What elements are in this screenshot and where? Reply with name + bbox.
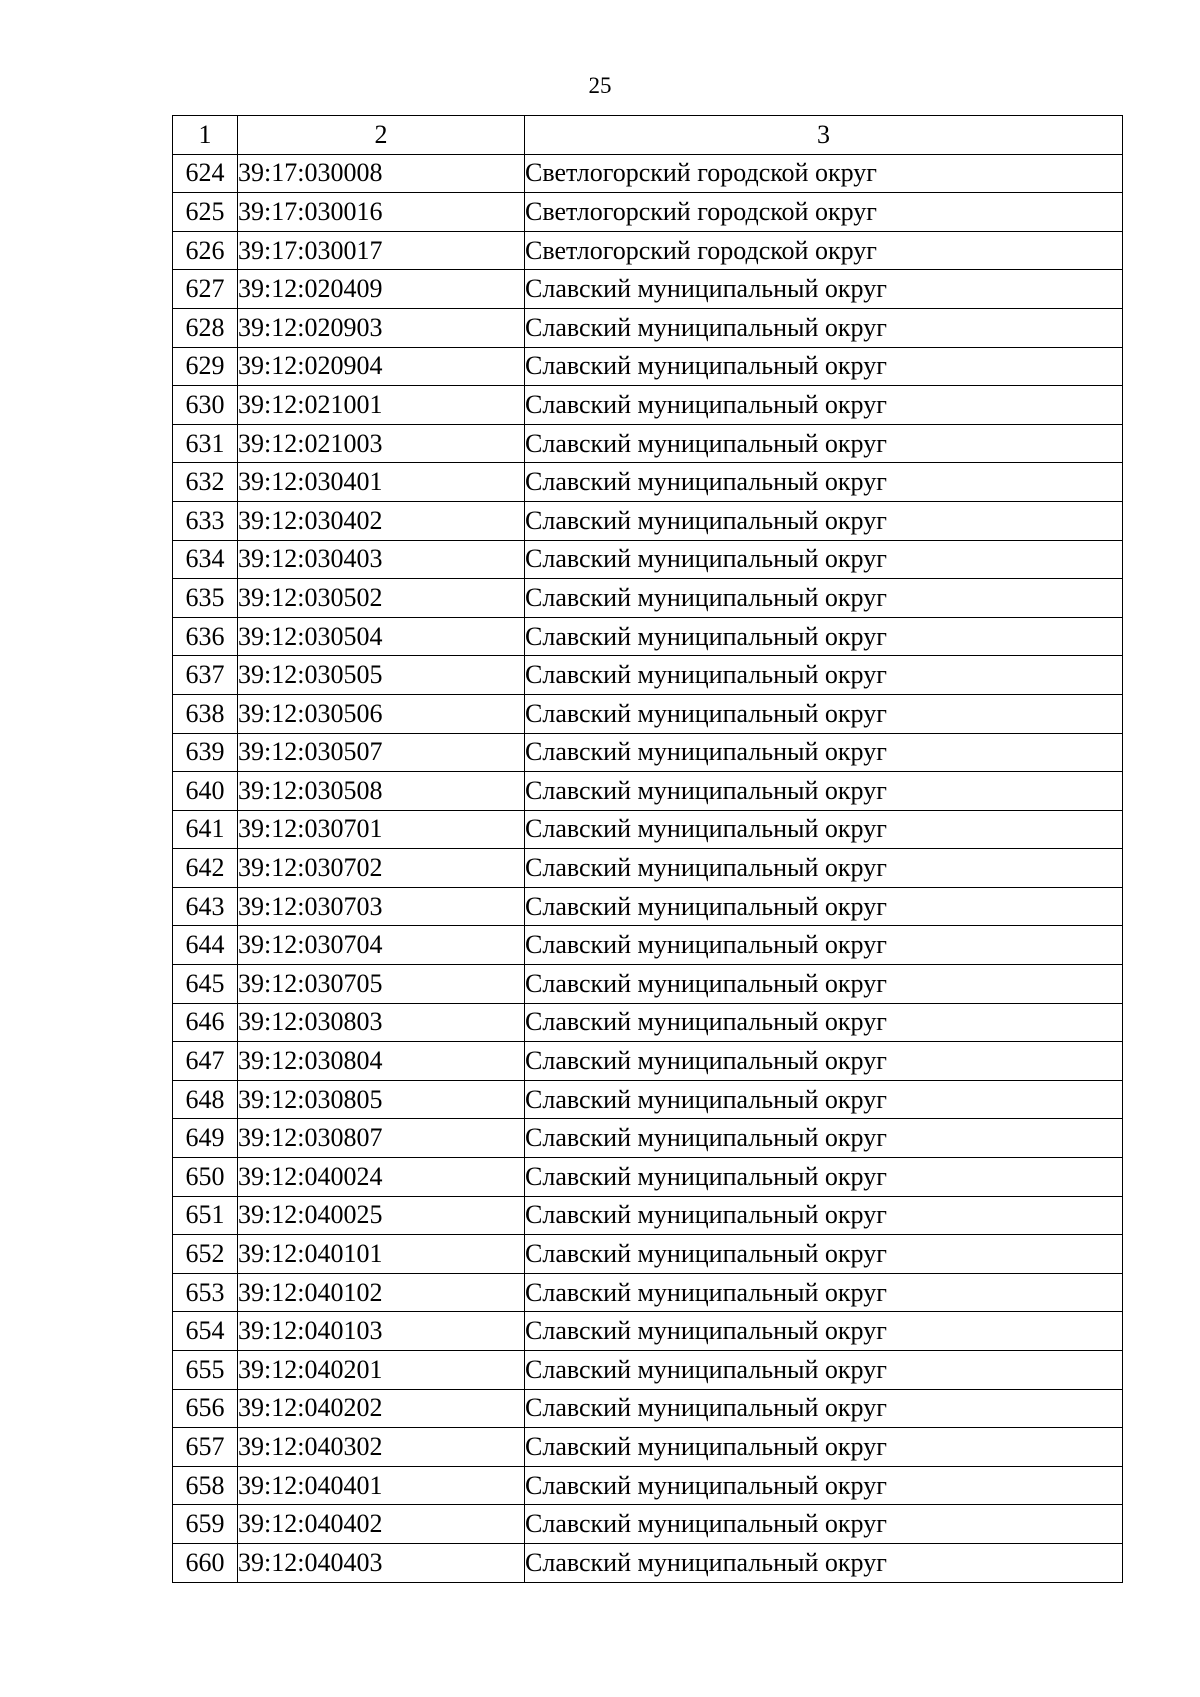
row-number: 643 [173, 887, 238, 926]
table-row [173, 1351, 1123, 1390]
row-number: 646 [173, 1003, 238, 1042]
cadastral-code: 39:12:021003 [238, 424, 525, 463]
row-number: 652 [173, 1235, 238, 1274]
district-name: Славский муниципальный округ [525, 1428, 1123, 1467]
district-name: Славский муниципальный округ [525, 772, 1123, 811]
district-name: Славский муниципальный округ [525, 1389, 1123, 1428]
cadastral-code: 39:12:040403 [238, 1543, 525, 1582]
row-number: 629 [173, 347, 238, 386]
cadastral-code: 39:12:040201 [238, 1351, 525, 1390]
row-number: 630 [173, 386, 238, 425]
district-name: Славский муниципальный округ [525, 1158, 1123, 1197]
row-number: 660 [173, 1543, 238, 1582]
district-name: Светлогорский городской округ [525, 231, 1123, 270]
district-name: Славский муниципальный округ [525, 656, 1123, 695]
row-number: 658 [173, 1466, 238, 1505]
table-row [173, 1119, 1123, 1158]
district-name: Славский муниципальный округ [525, 1505, 1123, 1544]
district-name: Светлогорский городской округ [525, 154, 1123, 193]
cadastral-code: 39:12:030701 [238, 810, 525, 849]
district-name: Славский муниципальный округ [525, 1196, 1123, 1235]
table-row [173, 733, 1123, 772]
district-name: Славский муниципальный округ [525, 849, 1123, 888]
row-number: 640 [173, 772, 238, 811]
table-row [173, 579, 1123, 618]
cadastral-code: 39:12:020904 [238, 347, 525, 386]
table-row [173, 926, 1123, 965]
table-row [173, 1428, 1123, 1467]
row-number: 649 [173, 1119, 238, 1158]
row-number: 624 [173, 154, 238, 193]
cadastral-code: 39:12:040102 [238, 1273, 525, 1312]
district-name: Славский муниципальный округ [525, 887, 1123, 926]
table-row [173, 424, 1123, 463]
district-name: Славский муниципальный округ [525, 463, 1123, 502]
row-number: 639 [173, 733, 238, 772]
table-row [173, 540, 1123, 579]
row-number: 627 [173, 270, 238, 309]
district-name: Славский муниципальный округ [525, 1119, 1123, 1158]
row-number: 657 [173, 1428, 238, 1467]
row-number: 654 [173, 1312, 238, 1351]
table-row [173, 386, 1123, 425]
table-row [173, 1080, 1123, 1119]
table-row [173, 308, 1123, 347]
table-row [173, 193, 1123, 232]
district-name: Славский муниципальный округ [525, 965, 1123, 1004]
district-name: Славский муниципальный округ [525, 308, 1123, 347]
table-row [173, 1003, 1123, 1042]
table-row [173, 694, 1123, 733]
row-number: 625 [173, 193, 238, 232]
table-row [173, 617, 1123, 656]
cadastral-code: 39:12:040103 [238, 1312, 525, 1351]
cadastral-code: 39:17:030017 [238, 231, 525, 270]
page-number: 25 [588, 73, 612, 98]
table-row [173, 154, 1123, 193]
cadastral-code: 39:12:040024 [238, 1158, 525, 1197]
row-number: 632 [173, 463, 238, 502]
row-number: 648 [173, 1080, 238, 1119]
cadastral-code: 39:17:030016 [238, 193, 525, 232]
district-name: Славский муниципальный округ [525, 424, 1123, 463]
column-header-number: 1 [173, 116, 238, 155]
table-row [173, 1505, 1123, 1544]
table-row [173, 810, 1123, 849]
district-name: Славский муниципальный округ [525, 1235, 1123, 1274]
row-number: 653 [173, 1273, 238, 1312]
district-name: Славский муниципальный округ [525, 579, 1123, 618]
table-row [173, 1158, 1123, 1197]
table-row [173, 887, 1123, 926]
row-number: 631 [173, 424, 238, 463]
cadastral-code: 39:17:030008 [238, 154, 525, 193]
row-number: 659 [173, 1505, 238, 1544]
cadastral-code: 39:12:030403 [238, 540, 525, 579]
cadastral-code: 39:12:030803 [238, 1003, 525, 1042]
row-number: 633 [173, 501, 238, 540]
row-number: 650 [173, 1158, 238, 1197]
cadastral-code: 39:12:030504 [238, 617, 525, 656]
table-row [173, 1543, 1123, 1582]
district-name: Славский муниципальный округ [525, 1003, 1123, 1042]
row-number: 641 [173, 810, 238, 849]
cadastral-table [172, 115, 1123, 1583]
cadastral-code: 39:12:030807 [238, 1119, 525, 1158]
table-row [173, 1235, 1123, 1274]
table-row [173, 1312, 1123, 1351]
district-name: Славский муниципальный округ [525, 270, 1123, 309]
cadastral-code: 39:12:030508 [238, 772, 525, 811]
row-number: 644 [173, 926, 238, 965]
district-name: Славский муниципальный округ [525, 540, 1123, 579]
row-number: 647 [173, 1042, 238, 1081]
cadastral-code: 39:12:040401 [238, 1466, 525, 1505]
table-row [173, 1273, 1123, 1312]
district-name: Славский муниципальный округ [525, 617, 1123, 656]
cadastral-code: 39:12:030507 [238, 733, 525, 772]
column-header-district: 3 [525, 116, 1123, 155]
district-name: Славский муниципальный округ [525, 1351, 1123, 1390]
table-row [173, 1042, 1123, 1081]
row-number: 628 [173, 308, 238, 347]
table-row [173, 849, 1123, 888]
table-row [173, 1466, 1123, 1505]
column-header-cadastral-code: 2 [238, 116, 525, 155]
cadastral-code: 39:12:040402 [238, 1505, 525, 1544]
cadastral-code: 39:12:030702 [238, 849, 525, 888]
table-row [173, 463, 1123, 502]
table-row [173, 347, 1123, 386]
table-row [173, 656, 1123, 695]
district-name: Славский муниципальный округ [525, 347, 1123, 386]
district-name: Славский муниципальный округ [525, 733, 1123, 772]
cadastral-code: 39:12:030804 [238, 1042, 525, 1081]
table-row [173, 501, 1123, 540]
row-number: 636 [173, 617, 238, 656]
district-name: Славский муниципальный округ [525, 1042, 1123, 1081]
row-number: 651 [173, 1196, 238, 1235]
row-number: 638 [173, 694, 238, 733]
table-row [173, 1196, 1123, 1235]
row-number: 645 [173, 965, 238, 1004]
row-number: 635 [173, 579, 238, 618]
district-name: Славский муниципальный округ [525, 1080, 1123, 1119]
district-name: Славский муниципальный округ [525, 501, 1123, 540]
cadastral-code: 39:12:040101 [238, 1235, 525, 1274]
district-name: Славский муниципальный округ [525, 694, 1123, 733]
cadastral-code: 39:12:030402 [238, 501, 525, 540]
cadastral-code: 39:12:020409 [238, 270, 525, 309]
table-row [173, 231, 1123, 270]
row-number: 655 [173, 1351, 238, 1390]
table-row [173, 1389, 1123, 1428]
cadastral-code: 39:12:030805 [238, 1080, 525, 1119]
cadastral-code: 39:12:030703 [238, 887, 525, 926]
cadastral-code: 39:12:030506 [238, 694, 525, 733]
cadastral-code: 39:12:040302 [238, 1428, 525, 1467]
district-name: Славский муниципальный округ [525, 810, 1123, 849]
row-number: 626 [173, 231, 238, 270]
table-row [173, 772, 1123, 811]
cadastral-code: 39:12:030704 [238, 926, 525, 965]
row-number: 656 [173, 1389, 238, 1428]
cadastral-code: 39:12:020903 [238, 308, 525, 347]
row-number: 634 [173, 540, 238, 579]
district-name: Славский муниципальный округ [525, 1312, 1123, 1351]
row-number: 637 [173, 656, 238, 695]
table-body [173, 154, 1123, 1582]
district-name: Славский муниципальный округ [525, 386, 1123, 425]
district-name: Славский муниципальный округ [525, 926, 1123, 965]
table-header-row [173, 116, 1123, 155]
cadastral-code: 39:12:040025 [238, 1196, 525, 1235]
district-name: Светлогорский городской округ [525, 193, 1123, 232]
cadastral-code: 39:12:030401 [238, 463, 525, 502]
cadastral-code: 39:12:030705 [238, 965, 525, 1004]
district-name: Славский муниципальный округ [525, 1273, 1123, 1312]
table-row [173, 965, 1123, 1004]
row-number: 642 [173, 849, 238, 888]
cadastral-code: 39:12:021001 [238, 386, 525, 425]
cadastral-code: 39:12:030502 [238, 579, 525, 618]
table-row [173, 270, 1123, 309]
district-name: Славский муниципальный округ [525, 1543, 1123, 1582]
cadastral-code: 39:12:040202 [238, 1389, 525, 1428]
district-name: Славский муниципальный округ [525, 1466, 1123, 1505]
cadastral-code: 39:12:030505 [238, 656, 525, 695]
